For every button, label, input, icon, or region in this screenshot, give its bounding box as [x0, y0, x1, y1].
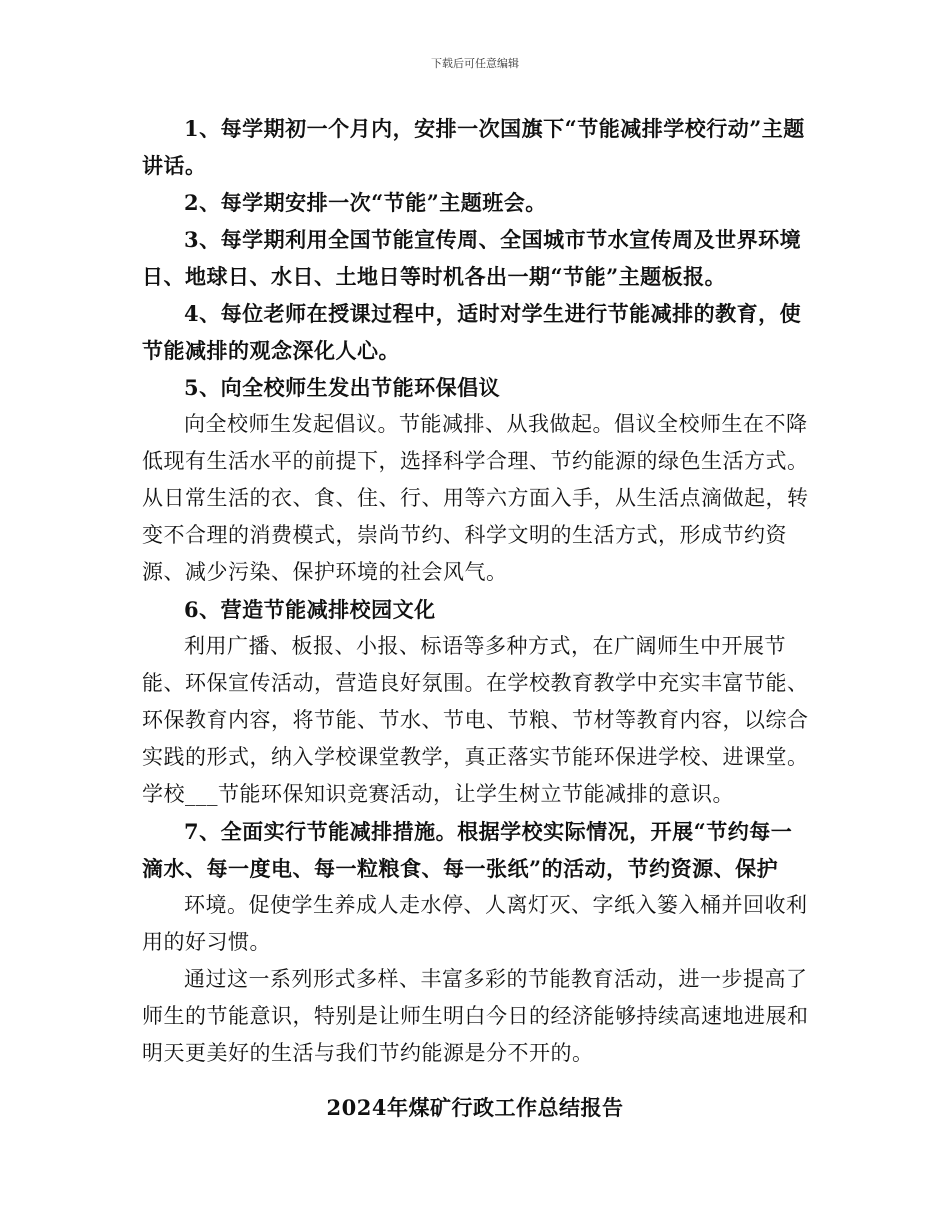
paragraph-item-5-body: 向全校师生发起倡议。节能减排、从我做起。倡议全校师生在不降低现有生活水平的前提下，选择科学合理、节约能源的绿色生活方式。从日常生活的衣、食、住、行、用等六方面入手，从生活点滴做起，转变不合理的消费模式，崇尚节约、科学文明的生活方式，形成节约资源、减少污染、保护环境的社会风气。	[142, 412, 809, 584]
paragraph-item-5-heading: 5、向全校师生发出节能环保倡议	[184, 375, 501, 400]
paragraph-item-7-heading: 7、全面实行节能减排措施。根据学校实际情况，开展“节约每一滴水、每一度电、每一粒粮食、每一张纸”的活动，节约资源、保护	[142, 819, 793, 881]
paragraph-item-6-body: 利用广播、板报、小报、标语等多种方式，在广阔师生中开展节能、环保宣传活动，营造良好氛围。在学校教育教学中充实丰富节能、环保教育内容，将节能、节水、节电、节粮、节材等教育内容，以综合实践的形式，纳入学校课堂教学，真正落实节能环保进学校、进课堂。学校___节能环保知识竞赛活动，让学生树立节能减排的意识。	[142, 634, 809, 806]
document-body	[142, 110, 812, 1072]
paragraph-item-6-heading: 6、营造节能减排校园文化	[184, 597, 436, 622]
paragraph-item-2: 2、每学期安排一次“节能”主题班会。	[184, 190, 547, 215]
page-header-note: 下载后可任意编辑	[431, 57, 519, 70]
paragraph-item-3: 3、每学期利用全国节能宣传周、全国城市节水宣传周及世界环境日、地球日、水日、土地日等时机各出一期“节能”主题板报。	[142, 227, 802, 289]
paragraph-item-4: 4、每位老师在授课过程中，适时对学生进行节能减排的教育，使节能减排的观念深化人心。	[142, 301, 802, 363]
paragraph-item-1: 1、每学期初一个月内，安排一次国旗下“节能减排学校行动”主题讲话。	[142, 116, 805, 178]
paragraph-conclusion: 通过这一系列形式多样、丰富多彩的节能教育活动，进一步提高了师生的节能意识，特别是让师生明白今日的经济能够持续高速地进展和明天更美好的生活与我们节约能源是分不开的。	[142, 967, 809, 1065]
paragraph-item-7-body: 环境。促使学生养成人走水停、人离灯灭、字纸入篓入桶并回收利用的好习惯。	[142, 893, 808, 954]
section-title: 2024年煤矿行政工作总结报告	[326, 1095, 624, 1120]
